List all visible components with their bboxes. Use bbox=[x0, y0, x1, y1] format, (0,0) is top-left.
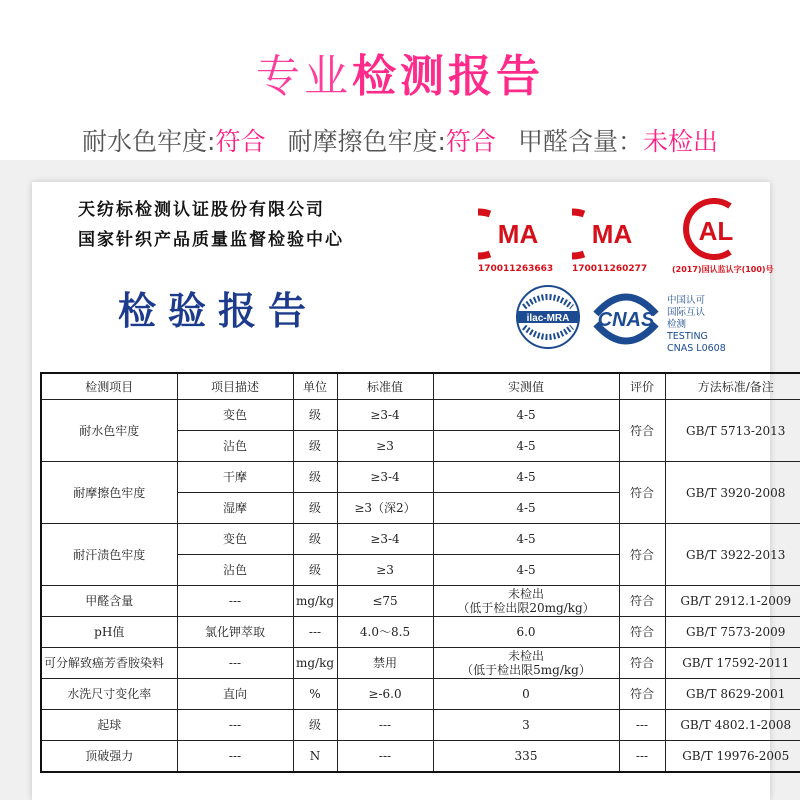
table-row bbox=[41, 648, 800, 679]
method-cell: GB/T 4802.1-2008 bbox=[665, 710, 800, 741]
title-part-2: 检测报告 bbox=[352, 51, 544, 102]
cnas-line-5: CNAS L0608 bbox=[667, 343, 726, 354]
desc-cell: 沾色 bbox=[177, 555, 293, 586]
unit-cell: % bbox=[293, 679, 337, 710]
unit-cell: --- bbox=[293, 617, 337, 648]
method-cell: GB/T 5713-2013 bbox=[665, 400, 800, 462]
item-cell: 甲醛含量 bbox=[41, 586, 177, 617]
summary-value-water: 符合 bbox=[215, 127, 266, 156]
eval-cell: --- bbox=[619, 710, 665, 741]
eval-cell: 符合 bbox=[619, 400, 665, 462]
eval-cell: --- bbox=[619, 741, 665, 772]
measured-line-2: （低于检出限20mg/kg） bbox=[457, 601, 595, 615]
report-table bbox=[40, 372, 800, 773]
method-cell: GB/T 17592-2011 bbox=[665, 648, 800, 679]
method-cell: GB/T 7573-2009 bbox=[665, 617, 800, 648]
cnas-line-1: 中国认可 bbox=[667, 295, 706, 306]
ilac-mra-logo-icon bbox=[514, 283, 582, 351]
std-cell: --- bbox=[337, 710, 433, 741]
header-cell: 项目描述 bbox=[177, 373, 293, 400]
header-cell: 检测项目 bbox=[41, 373, 177, 400]
summary-label-formaldehyde: 甲醛含量： bbox=[517, 127, 643, 156]
item-cell: 可分解致癌芳香胺染料 bbox=[41, 648, 177, 679]
measured-cell: 6.0 bbox=[433, 617, 619, 648]
header-cell: 标准值 bbox=[337, 373, 433, 400]
summary-value-rub: 符合 bbox=[445, 127, 496, 156]
eval-cell: 符合 bbox=[619, 617, 665, 648]
desc-cell: 湿摩 bbox=[177, 493, 293, 524]
item-cell: 耐摩擦色牢度 bbox=[41, 462, 177, 524]
std-cell: ≥3-4 bbox=[337, 400, 433, 431]
table-row bbox=[41, 462, 800, 493]
cal-logo-icon bbox=[680, 198, 746, 260]
table-row bbox=[41, 679, 800, 710]
measured-cell bbox=[433, 648, 619, 679]
measured-cell: 4-5 bbox=[433, 555, 619, 586]
summary-label-water: 耐水色牢度: bbox=[82, 127, 216, 156]
header-cell: 单位 bbox=[293, 373, 337, 400]
item-cell: 起球 bbox=[41, 710, 177, 741]
eval-cell: 符合 bbox=[619, 462, 665, 524]
std-cell: ≥3-4 bbox=[337, 524, 433, 555]
measured-line-1: 未检出 bbox=[507, 587, 544, 601]
std-cell: 4.0～8.5 bbox=[337, 617, 433, 648]
std-cell: ≥3（深2） bbox=[337, 493, 433, 524]
page-title bbox=[0, 40, 800, 104]
unit-cell: N bbox=[293, 741, 337, 772]
cma-logo-2-icon bbox=[572, 208, 644, 260]
std-cell: ≥-6.0 bbox=[337, 679, 433, 710]
std-cell: ≤75 bbox=[337, 586, 433, 617]
unit-cell: mg/kg bbox=[293, 648, 337, 679]
measured-cell: 335 bbox=[433, 741, 619, 772]
std-cell: --- bbox=[337, 741, 433, 772]
unit-cell: 级 bbox=[293, 400, 337, 431]
desc-cell: 氯化钾萃取 bbox=[177, 617, 293, 648]
measured-line-1: 未检出 bbox=[507, 649, 544, 663]
cma-logo-1-text: MA bbox=[497, 219, 539, 249]
desc-cell: 变色 bbox=[177, 400, 293, 431]
ilac-mra-text: ilac-MRA bbox=[526, 313, 570, 324]
header-cell: 方法标准/备注 bbox=[665, 373, 800, 400]
method-cell: GB/T 3922-2013 bbox=[665, 524, 800, 586]
table-row bbox=[41, 710, 800, 741]
unit-cell: 级 bbox=[293, 493, 337, 524]
header-cell: 评价 bbox=[619, 373, 665, 400]
measured-cell: 0 bbox=[433, 679, 619, 710]
unit-cell: 级 bbox=[293, 555, 337, 586]
table-row bbox=[41, 741, 800, 772]
desc-cell: 直向 bbox=[177, 679, 293, 710]
eval-cell: 符合 bbox=[619, 586, 665, 617]
title-part-1: 专业 bbox=[256, 51, 352, 102]
measured-cell: 4-5 bbox=[433, 462, 619, 493]
eval-cell: 符合 bbox=[619, 524, 665, 586]
cnas-logo-icon bbox=[588, 288, 664, 350]
cnas-line-4: TESTING bbox=[667, 331, 708, 342]
desc-cell: 沾色 bbox=[177, 431, 293, 462]
measured-cell: 4-5 bbox=[433, 431, 619, 462]
desc-cell: 变色 bbox=[177, 524, 293, 555]
desc-cell: --- bbox=[177, 586, 293, 617]
desc-cell: --- bbox=[177, 710, 293, 741]
cnas-description bbox=[667, 295, 726, 355]
measured-cell: 4-5 bbox=[433, 524, 619, 555]
summary-label-rub: 耐摩擦色牢度: bbox=[287, 127, 446, 156]
org-name-1: 天纺标检测认证股份有限公司 bbox=[78, 200, 325, 220]
eval-cell: 符合 bbox=[619, 648, 665, 679]
cnas-logo-text: CNAS bbox=[597, 309, 655, 331]
std-cell: ≥3 bbox=[337, 431, 433, 462]
unit-cell: 级 bbox=[293, 462, 337, 493]
header-cell: 实测值 bbox=[433, 373, 619, 400]
std-cell: 禁用 bbox=[337, 648, 433, 679]
std-cell: ≥3-4 bbox=[337, 462, 433, 493]
method-cell: GB/T 19976-2005 bbox=[665, 741, 800, 772]
measured-cell: 4-5 bbox=[433, 493, 619, 524]
table-header-row bbox=[41, 373, 800, 400]
std-cell: ≥3 bbox=[337, 555, 433, 586]
method-cell: GB/T 8629-2001 bbox=[665, 679, 800, 710]
table-row bbox=[41, 400, 800, 431]
cma-logo-1-icon bbox=[478, 208, 550, 260]
item-cell: pH值 bbox=[41, 617, 177, 648]
item-cell: 水洗尺寸变化率 bbox=[41, 679, 177, 710]
cma-number-1: 170011263663 bbox=[478, 264, 554, 274]
measured-cell bbox=[433, 586, 619, 617]
eval-cell: 符合 bbox=[619, 679, 665, 710]
method-cell: GB/T 3920-2008 bbox=[665, 462, 800, 524]
cnas-line-2: 国际互认 bbox=[667, 307, 706, 318]
unit-cell: 级 bbox=[293, 524, 337, 555]
measured-line-2: （低于检出限5mg/kg） bbox=[461, 663, 591, 677]
desc-cell: 干摩 bbox=[177, 462, 293, 493]
cal-logo-text: AL bbox=[698, 216, 734, 246]
item-cell: 耐水色牢度 bbox=[41, 400, 177, 462]
measured-cell: 3 bbox=[433, 710, 619, 741]
summary-value-formaldehyde: 未检出 bbox=[642, 127, 718, 156]
unit-cell: 级 bbox=[293, 710, 337, 741]
measured-cell: 4-5 bbox=[433, 400, 619, 431]
desc-cell: --- bbox=[177, 648, 293, 679]
item-cell: 耐汗渍色牢度 bbox=[41, 524, 177, 586]
summary-line bbox=[0, 122, 800, 158]
method-cell: GB/T 2912.1-2009 bbox=[665, 586, 800, 617]
cal-number: (2017)国认监认字(100)号 bbox=[672, 265, 774, 274]
cma-logo-2-text: MA bbox=[591, 219, 633, 249]
unit-cell: mg/kg bbox=[293, 586, 337, 617]
cnas-line-3: 检测 bbox=[667, 319, 687, 330]
desc-cell: --- bbox=[177, 741, 293, 772]
table-row bbox=[41, 524, 800, 555]
unit-cell: 级 bbox=[293, 431, 337, 462]
cma-number-2: 170011260277 bbox=[572, 264, 648, 274]
table-row bbox=[41, 617, 800, 648]
org-name-2: 国家针织产品质量监督检验中心 bbox=[78, 230, 344, 250]
table-row bbox=[41, 586, 800, 617]
report-title: 检验报告 bbox=[118, 288, 319, 333]
item-cell: 顶破强力 bbox=[41, 741, 177, 772]
